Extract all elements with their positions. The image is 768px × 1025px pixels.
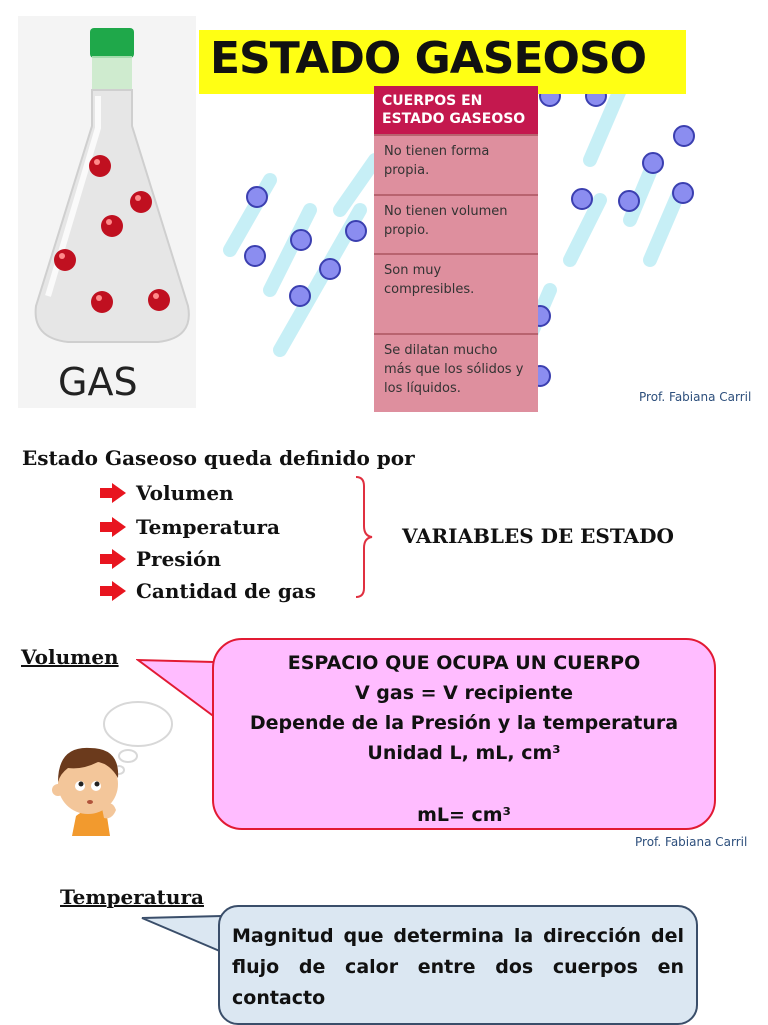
thinking-boy-illustration [46,698,176,836]
volumen-equality: V gas = V recipiente [354,682,574,704]
temperatura-heading: Temperatura [60,885,204,909]
temperatura-speech-bubble [218,905,698,1025]
definition-intro: Estado Gaseoso queda definido por [22,446,415,470]
arrow-right-icon [100,549,126,569]
volumen-units: Unidad L, mL, cm³ [367,742,561,764]
table-row: No tienen volumen propio. [374,194,538,253]
volumen-dependence: Depende de la Presión y la temperatura [249,712,679,734]
flask-icon [18,16,196,408]
gas-properties-table [374,86,538,412]
list-item [100,478,234,508]
arrow-right-icon [100,581,126,601]
variable-label: Volumen [136,481,234,505]
curly-brace-icon [352,474,376,600]
list-item [100,576,316,606]
temperatura-definition: Magnitud que determina la dirección del flujo de calor entre dos cuerpos en contacto [232,925,684,1009]
volumen-conversion: mL= cm³ [417,804,511,826]
arrow-right-icon [100,483,126,503]
table-header: CUERPOS EN ESTADO GASEOSO [374,86,538,134]
arrow-right-icon [100,517,126,537]
flask-illustration [18,16,196,408]
list-item [100,544,221,574]
author-credit: Prof. Fabiana Carril [635,835,748,849]
variable-label: Temperatura [136,515,280,539]
variable-label: Cantidad de gas [136,579,317,603]
speech-pointer-icon [140,912,224,956]
volumen-heading: Volumen [21,645,119,669]
page-title: ESTADO GASEOSO [210,33,647,84]
list-item [100,512,280,542]
table-row: No tienen forma propia. [374,134,538,194]
volumen-definition: ESPACIO QUE OCUPA UN CUERPO [287,652,641,674]
flask-gas-label: GAS [58,360,138,404]
table-row: Son muy compresibles. [374,253,538,333]
author-credit: Prof. Fabiana Carril [639,390,752,404]
state-variables-label: VARIABLES DE ESTADO [402,524,674,548]
table-row: Se dilatan mucho más que los sólidos y los líquidos. [374,333,538,412]
variable-label: Presión [136,547,222,571]
volumen-speech-bubble [212,638,716,830]
